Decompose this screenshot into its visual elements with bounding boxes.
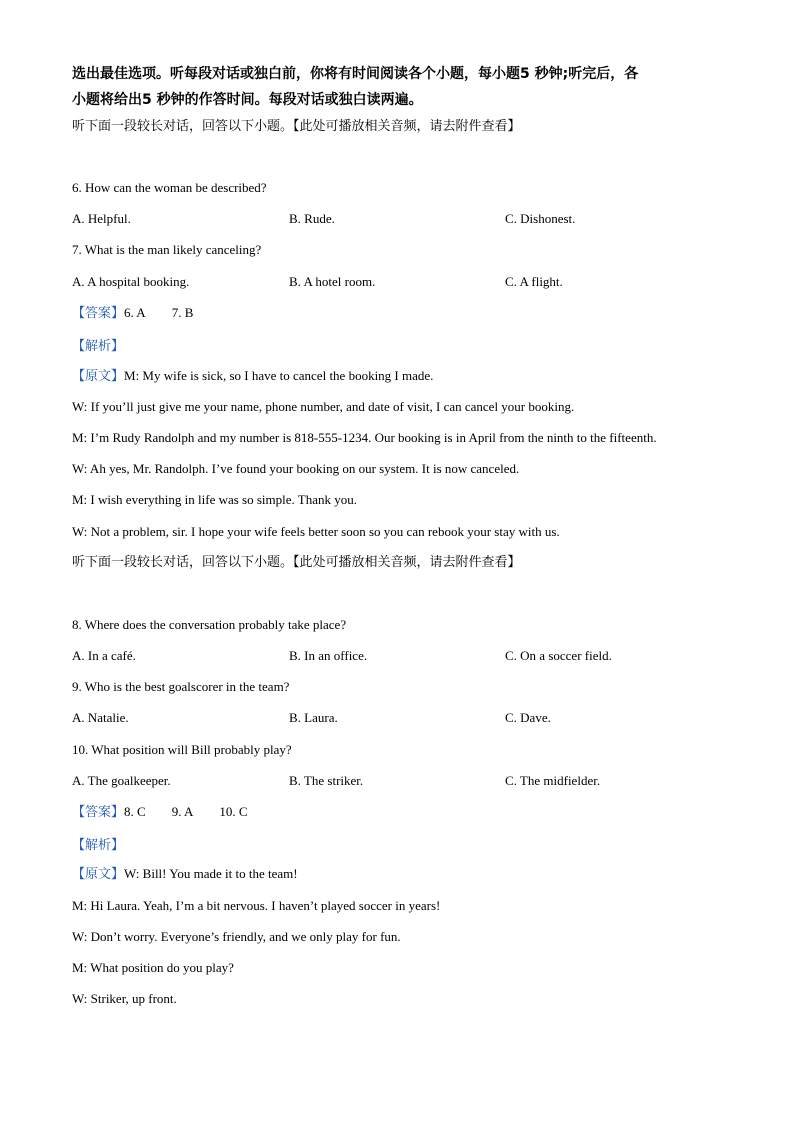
q6-option-c: C. Dishonest.	[505, 211, 576, 226]
intro-line-1: 选出最佳选项。听每段对话或独白前，你将有时间阅读各个小题，每小题5 秒钟;听完后，各	[72, 66, 639, 82]
transcript-2-line-4: M: What position do you play?	[72, 960, 234, 975]
q9-option-c: C. Dave.	[505, 710, 551, 725]
question-9: 9. Who is the best goalscorer in the team?	[72, 679, 290, 694]
transcript-2-line-5: W: Striker, up front.	[72, 991, 177, 1006]
q7-option-c: C. A flight.	[505, 274, 563, 289]
section1-instruction: 听下面一段较长对话，回答以下小题。【此处可播放相关音频，请去附件查看】	[72, 119, 521, 134]
q8-option-b: B. In an office.	[289, 648, 368, 663]
analysis-tag: 【解析】	[72, 339, 125, 354]
analysis-line-2	[72, 834, 124, 853]
q10-option-b: B. The striker.	[289, 773, 364, 788]
transcript-1-line-4: W: Ah yes, Mr. Randolph. I’ve found your booking on our system. It is now canceled.	[72, 461, 520, 476]
intro-line-2: 小题将给出5 秒钟的作答时间。每段对话或独白读两遍。	[72, 92, 423, 108]
question-10: 10. What position will Bill probably play?	[72, 742, 292, 757]
transcript-tag: 【原文】	[72, 867, 125, 882]
q7-option-b: B. A hotel room.	[289, 274, 376, 289]
q8-option-a: A. In a café.	[72, 648, 136, 663]
question-6: 6. How can the woman be described?	[72, 180, 267, 195]
section2-instruction: 听下面一段较长对话，回答以下小题。【此处可播放相关音频，请去附件查看】	[72, 555, 521, 570]
q8-option-c: C. On a soccer field.	[505, 648, 612, 663]
transcript-1-line-3: M: I’m Rudy Randolph and my number is 818-555-1234. Our booking is in April from the ninth to the fifteenth.	[72, 430, 657, 445]
transcript-1-line-1	[72, 367, 433, 386]
transcript-text: W: Bill! You made it to the team!	[124, 866, 298, 881]
transcript-2-line-2: M: Hi Laura. Yeah, I’m a bit nervous. I haven’t played soccer in years!	[72, 898, 441, 913]
answer-8: 8. C	[124, 804, 146, 819]
q6-option-a: A. Helpful.	[72, 211, 131, 226]
answer-line-1	[72, 304, 219, 323]
question-8: 8. Where does the conversation probably take place?	[72, 617, 347, 632]
analysis-tag: 【解析】	[72, 838, 125, 853]
transcript-1-line-5: M: I wish everything in life was so simple. Thank you.	[72, 492, 358, 507]
q7-option-a: A. A hospital booking.	[72, 274, 190, 289]
transcript-text: M: My wife is sick, so I have to cancel the booking I made.	[124, 368, 434, 383]
answer-9: 9. A	[171, 804, 194, 819]
transcript-2-line-1	[72, 865, 298, 884]
answer-10: 10. C	[219, 804, 248, 819]
transcript-1-line-2: W: If you’ll just give me your name, phone number, and date of visit, I can cancel your booking.	[72, 399, 575, 414]
q6-option-b: B. Rude.	[289, 211, 335, 226]
answer-tag: 【答案】	[72, 306, 125, 321]
transcript-2-line-3: W: Don’t worry. Everyone’s friendly, and we only play for fun.	[72, 929, 401, 944]
answer-tag: 【答案】	[72, 805, 125, 820]
answer-7: 7. B	[171, 305, 194, 320]
q9-option-b: B. Laura.	[289, 710, 338, 725]
analysis-line-1	[72, 335, 124, 354]
q10-option-c: C. The midfielder.	[505, 773, 601, 788]
answer-line-2	[72, 803, 274, 822]
q9-option-a: A. Natalie.	[72, 710, 129, 725]
answer-6: 6. A	[124, 305, 146, 320]
transcript-1-line-6: W: Not a problem, sir. I hope your wife feels better soon so you can rebook your stay with us.	[72, 524, 560, 539]
q10-option-a: A. The goalkeeper.	[72, 773, 171, 788]
question-7: 7. What is the man likely canceling?	[72, 242, 262, 257]
transcript-tag: 【原文】	[72, 369, 125, 384]
